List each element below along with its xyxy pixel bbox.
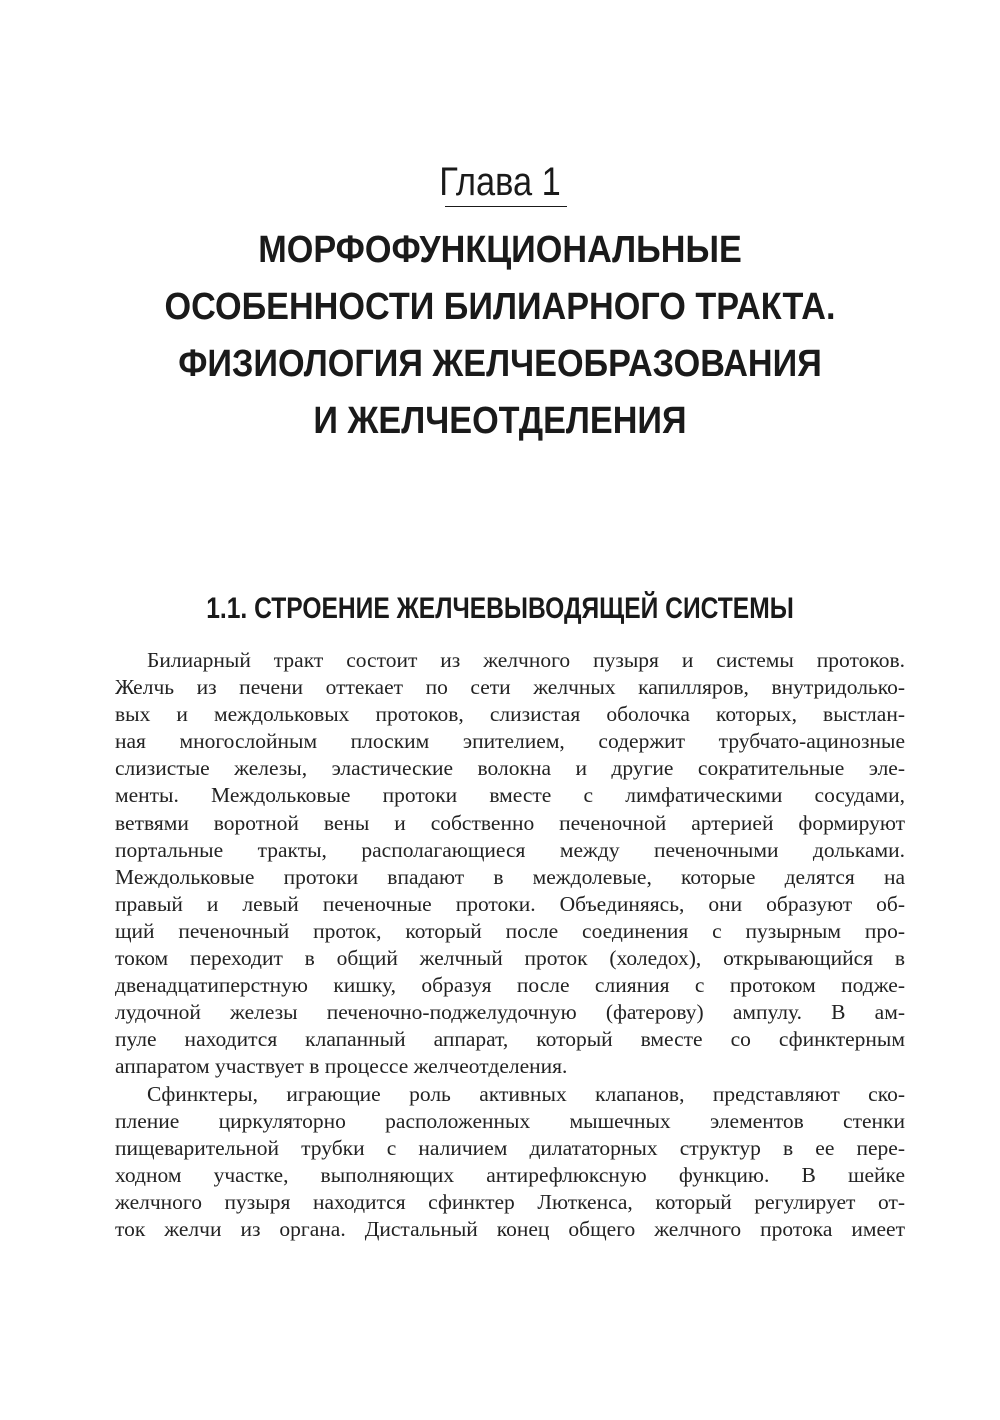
text-line: вых и междольковых протоков, слизистая оболочка которых, выстлан- (115, 702, 905, 727)
text-line: желчного пузыря находится сфинктер Люткенса, который регулирует от- (115, 1189, 905, 1214)
chapter-title-line: МОРФОФУНКЦИОНАЛЬНЫЕ (258, 229, 742, 271)
chapter-title-line: ОСОБЕННОСТИ БИЛИАРНОГО ТРАКТА. (164, 286, 836, 328)
text-line: щий печеночный проток, который после соединения с пузырным про- (115, 918, 905, 943)
text-line: током переходит в общий желчный проток (холедох), открывающийся в (115, 946, 905, 971)
text-line: пуле находится клапанный аппарат, который вместе со сфинктерным (115, 1027, 905, 1052)
paragraph (115, 647, 905, 1081)
text-line: пление циркуляторно расположенных мышечных элементов стенки (115, 1108, 905, 1133)
text-line: менты. Междольковые протоки вместе с лимфатическими сосудами, (115, 783, 905, 808)
chapter-label: Глава 1 (439, 160, 561, 204)
text-line: правый и левый печеночные протоки. Объединяясь, они образуют об- (115, 891, 905, 916)
text-line: Сфинктеры, играющие роль активных клапанов, представляют ско- (147, 1081, 905, 1106)
chapter-underline (445, 206, 567, 207)
text-line: лудочной железы печеночно-поджелудочную (фатерову) ампулу. В ам- (115, 1000, 905, 1025)
text-line: Междольковые протоки впадают в междолевые, которые делятся на (115, 864, 905, 889)
text-line: слизистые железы, эластические волокна и другие сократительные эле- (115, 756, 905, 781)
text-line: ток желчи из органа. Дистальный конец общего желчного протока имеет (115, 1216, 905, 1241)
section-heading: 1.1. СТРОЕНИЕ ЖЕЛЧЕВЫВОДЯЩЕЙ СИСТЕМЫ (206, 592, 794, 625)
text-line: ходном участке, выполняющих антирефлюксную функцию. В шейке (115, 1162, 905, 1187)
chapter-title-line: И ЖЕЛЧЕОТДЕЛЕНИЯ (313, 400, 687, 442)
body-text (115, 647, 905, 1243)
chapter-title (104, 222, 896, 450)
text-line: портальные тракты, располагающиеся между печеночными дольками. (115, 837, 905, 862)
text-line: ная многослойным плоским эпителием, содержит трубчато-ацинозные (115, 729, 905, 754)
text-line: пищеварительной трубки с наличием дилататорных структур в ее пере- (115, 1135, 905, 1160)
chapter-title-line: ФИЗИОЛОГИЯ ЖЕЛЧЕОБРАЗОВАНИЯ (178, 343, 822, 385)
text-line: Желчь из печени оттекает по сети желчных капилляров, внутридолько- (115, 675, 905, 700)
text-line: аппаратом участвует в процессе желчеотделения. (115, 1054, 568, 1079)
paragraph (115, 1081, 905, 1244)
text-line: ветвями воротной вены и собственно печеночной артерией формируют (115, 810, 905, 835)
text-line: Билиарный тракт состоит из желчного пузыря и системы протоков. (147, 648, 905, 672)
text-line: двенадцатиперстную кишку, образуя после слияния с протоком подже- (115, 973, 905, 998)
